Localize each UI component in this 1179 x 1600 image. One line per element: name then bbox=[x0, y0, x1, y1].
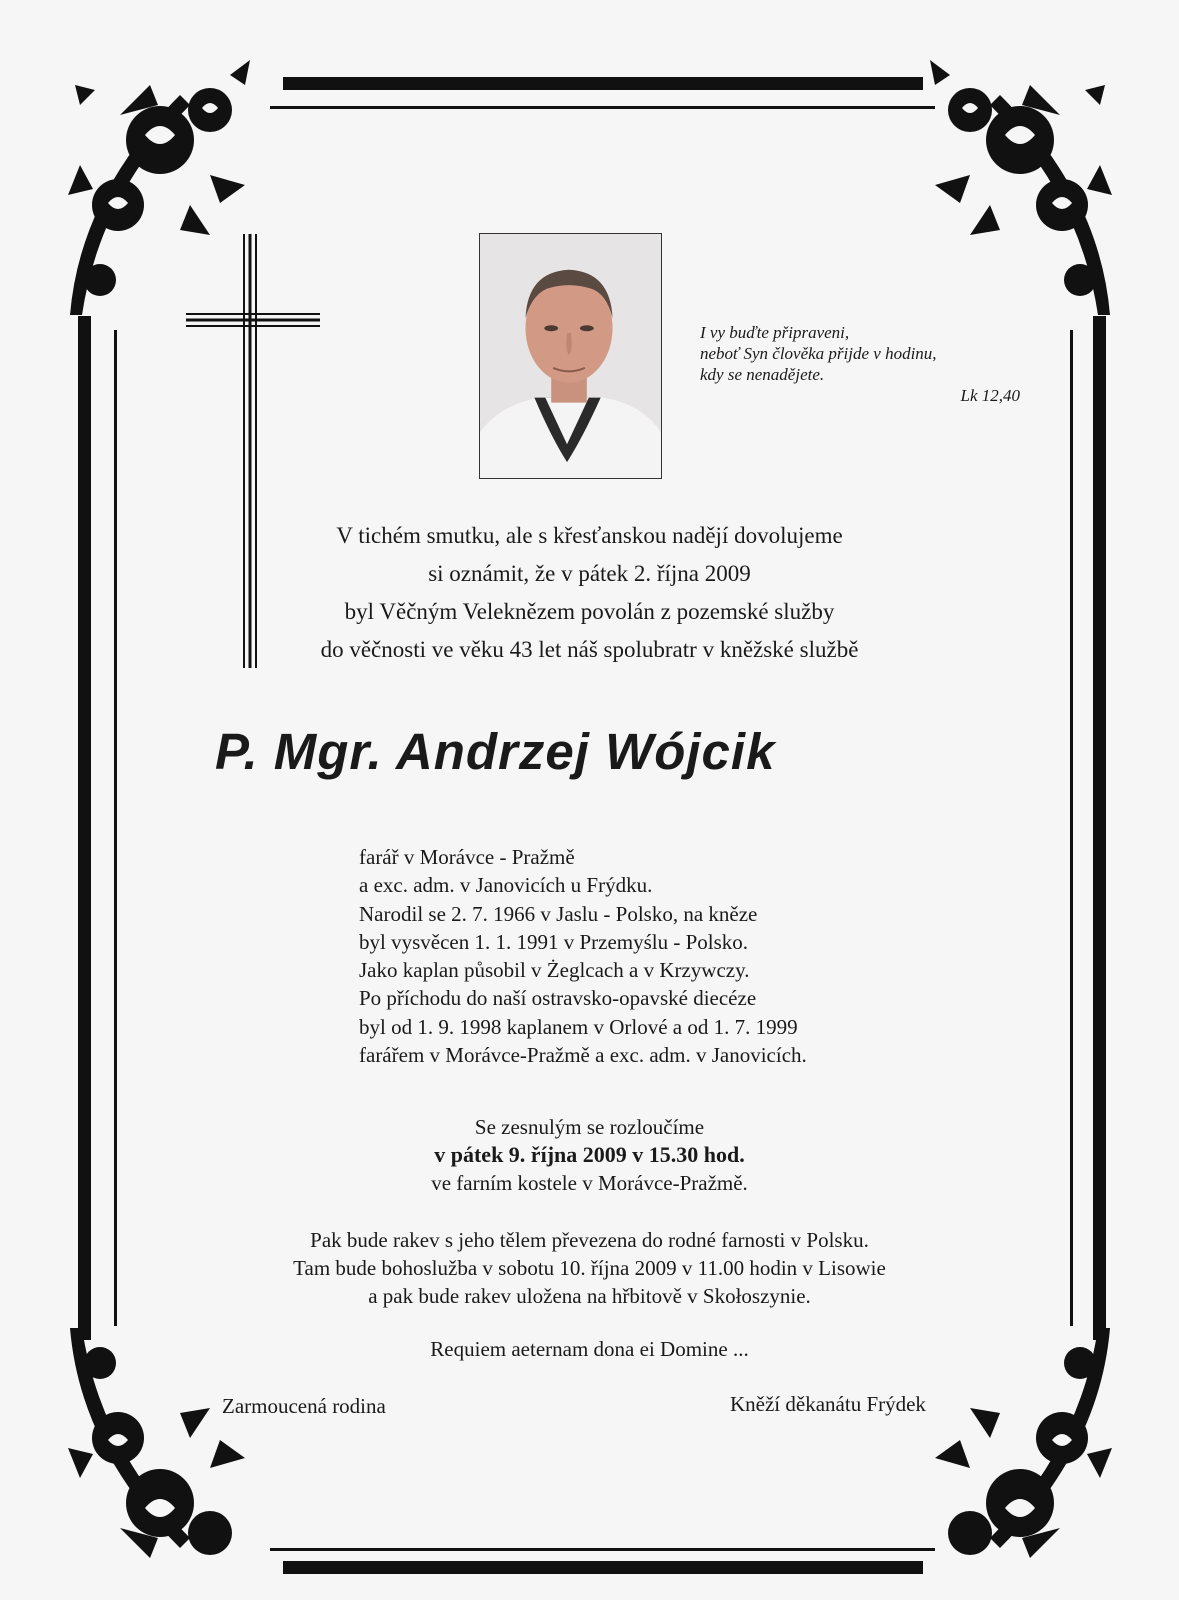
transfer-line: Pak bude rakev s jeho tělem převezena do rodné farnosti v Polsku. bbox=[310, 1228, 869, 1252]
quote-reference: Lk 12,40 bbox=[960, 386, 1020, 405]
biography bbox=[359, 843, 807, 1069]
rose-ornament-icon bbox=[920, 1328, 1120, 1588]
intro-paragraph bbox=[0, 517, 1179, 669]
rose-ornament-icon bbox=[920, 55, 1120, 315]
transfer-line: Tam bude bohoslužba v sobotu 10. října 2009 v 11.00 hodin v Lisowie bbox=[293, 1256, 886, 1280]
biography-line: Po příchodu do naší ostravsko-opavské diecéze bbox=[359, 986, 757, 1011]
transfer-line: a pak bude rakev uložena na hřbitově v Skołoszynie. bbox=[368, 1284, 811, 1308]
portrait-photo bbox=[479, 233, 662, 479]
biography-line: a exc. adm. v Janovicích u Frýdku. bbox=[359, 873, 653, 898]
quote-line: kdy se nenadějete. bbox=[700, 365, 825, 384]
signature-family: Zarmoucená rodina bbox=[222, 1394, 386, 1418]
funeral-intro: Se zesnulým se rozloučíme bbox=[474, 1115, 705, 1139]
top-thick-rule bbox=[283, 77, 923, 90]
biography-line: byl od 1. 9. 1998 kaplanem v Orlové a od 1. 7. 1999 bbox=[359, 1014, 798, 1039]
signature-priests: Kněží děkanátu Frýdek bbox=[730, 1392, 926, 1416]
biography-line: farářem v Morávce-Pražmě a exc. adm. v Janovicích. bbox=[359, 1043, 807, 1068]
bottom-thick-rule bbox=[283, 1561, 923, 1574]
funeral-place: ve farním kostele v Morávce-Pražmě. bbox=[431, 1171, 748, 1195]
rose-ornament-icon bbox=[60, 1328, 260, 1588]
bottom-thin-rule bbox=[270, 1548, 935, 1551]
quote-line: neboť Syn člověka přijde v hodinu, bbox=[700, 344, 937, 363]
funeral-info bbox=[0, 1113, 1179, 1197]
top-thin-rule bbox=[270, 106, 935, 109]
transfer-info bbox=[0, 1226, 1179, 1310]
bible-quote bbox=[700, 322, 1030, 406]
requiem-line: Requiem aeternam dona ei Domine ... bbox=[430, 1337, 749, 1361]
funeral-datetime: v pátek 9. října 2009 v 15.30 hod. bbox=[434, 1142, 745, 1167]
intro-line: si oznámit, že v pátek 2. října 2009 bbox=[428, 561, 751, 586]
quote-line: I vy buďte připraveni, bbox=[700, 323, 850, 342]
biography-line: Jako kaplan působil v Żeglcach a v Krzywczy. bbox=[359, 958, 750, 983]
biography-line: byl vysvěcen 1. 1. 1991 v Przemyślu - Polsko. bbox=[359, 929, 749, 954]
intro-line: byl Věčným Veleknězem povolán z pozemské služby bbox=[344, 599, 835, 624]
deceased-name: P. Mgr. Andrzej Wójcik bbox=[215, 723, 776, 780]
intro-line: do věčnosti ve věku 43 let náš spolubratr v kněžské službě bbox=[320, 637, 859, 662]
biography-line: Narodil se 2. 7. 1966 v Jaslu - Polsko, na kněze bbox=[359, 901, 758, 926]
intro-line: V tichém smutku, ale s křesťanskou nadějí dovolujeme bbox=[336, 523, 843, 548]
biography-line: farář v Morávce - Pražmě bbox=[359, 845, 575, 869]
